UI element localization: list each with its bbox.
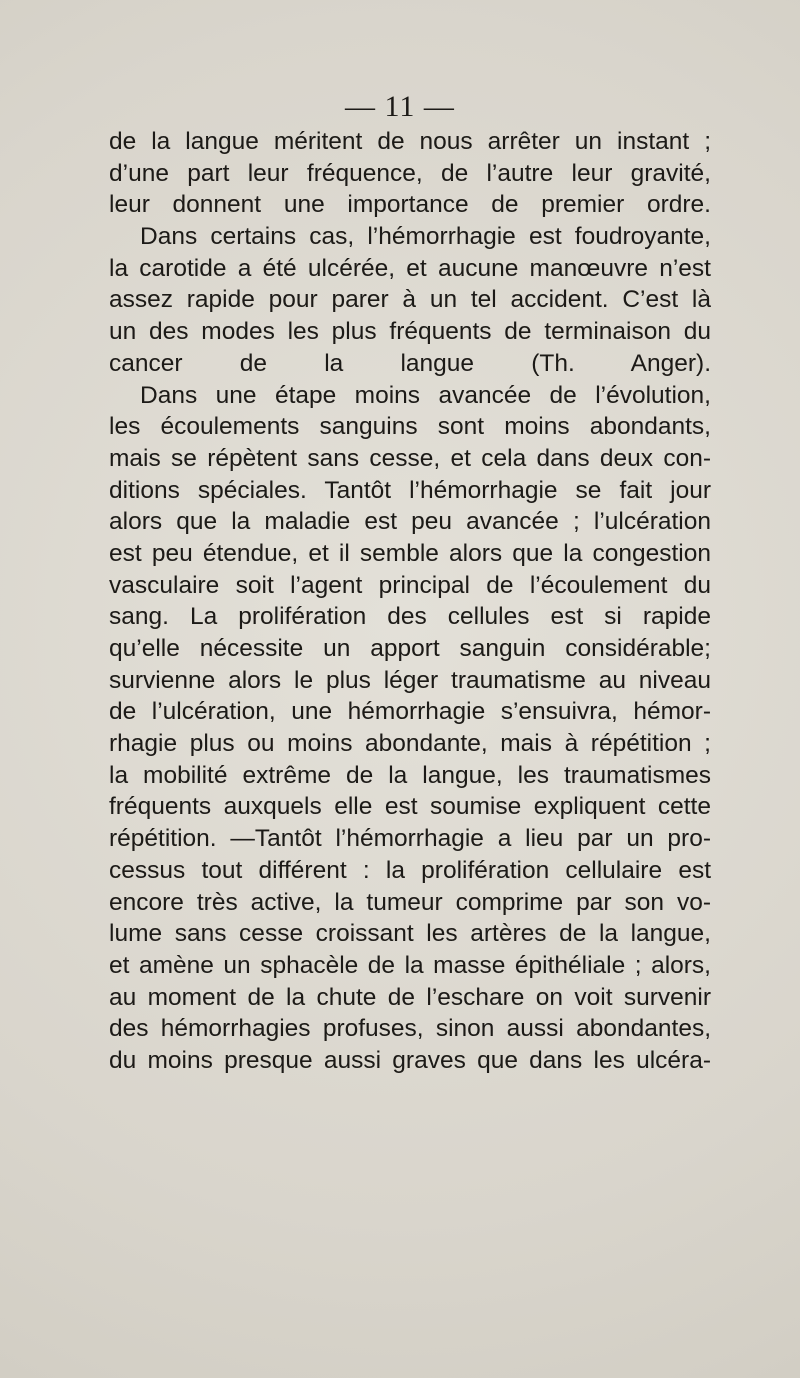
text-line: de la langue méritent de nous arrêter un instant ; — [109, 128, 711, 155]
text-line: encore très active, la tumeur comprime par son vo- — [109, 888, 711, 916]
text-line: la carotide a été ulcérée, et aucune manœuvre n’est — [109, 254, 711, 282]
text-line: au moment de la chute de l’eschare on voit survenir — [109, 983, 711, 1011]
text-line: leur donnent une importance de premier ordre. — [109, 191, 711, 219]
text-line: Dans certains cas, l’hémorrhagie est foudroyante, — [140, 223, 711, 251]
text-line: d’une part leur fréquence, de l’autre leur gravité, — [109, 159, 711, 187]
text-line: répétition. —Tantôt l’hémorrhagie a lieu par un pro- — [109, 825, 711, 853]
text-line: Dans une étape moins avancée de l’évolution, — [140, 381, 711, 409]
text-line: un des modes les plus fréquents de terminaison du — [109, 318, 711, 346]
text-line: cancer de la langue (Th. Anger). — [109, 349, 711, 377]
text-line: mais se répètent sans cesse, et cela dans deux con- — [109, 444, 711, 472]
text-line: les écoulements sanguins sont moins abondants, — [109, 413, 711, 441]
text-line: de l’ulcération, une hémorrhagie s’ensuivra, hémor- — [109, 698, 711, 726]
text-line: assez rapide pour parer à un tel accident. C’est là — [109, 286, 711, 314]
text-line: lume sans cesse croissant les artères de la langue, — [109, 920, 711, 948]
text-line: et amène un sphacèle de la masse épithéliale ; alors, — [109, 951, 711, 979]
text-line: alors que la maladie est peu avancée ; l’ulcération — [109, 508, 711, 536]
text-line: la mobilité extrême de la langue, les traumatismes — [109, 761, 711, 789]
text-line: des hémorrhagies profuses, sinon aussi abondantes, — [109, 1015, 711, 1043]
text-line: ditions spéciales. Tantôt l’hémorrhagie se fait jour — [109, 476, 711, 504]
body-text — [109, 126, 711, 1077]
page-number: — 11 — — [345, 90, 455, 123]
text-line: survienne alors le plus léger traumatisme au niveau — [109, 666, 711, 694]
text-line: qu’elle nécessite un apport sanguin considérable; — [109, 635, 711, 662]
text-line: fréquents auxquels elle est soumise expliquent cette — [109, 793, 711, 821]
text-line: rhagie plus ou moins abondante, mais à répétition ; — [109, 730, 711, 758]
text-line: vasculaire soit l’agent principal de l’écoulement du — [109, 571, 711, 599]
text-line: est peu étendue, et il semble alors que la congestion — [109, 539, 711, 567]
text-line: sang. La prolifération des cellules est si rapide — [109, 603, 711, 631]
text-line: cessus tout différent : la prolifération cellulaire est — [109, 856, 711, 884]
text-line: du moins presque aussi graves que dans les ulcéra- — [109, 1046, 711, 1074]
